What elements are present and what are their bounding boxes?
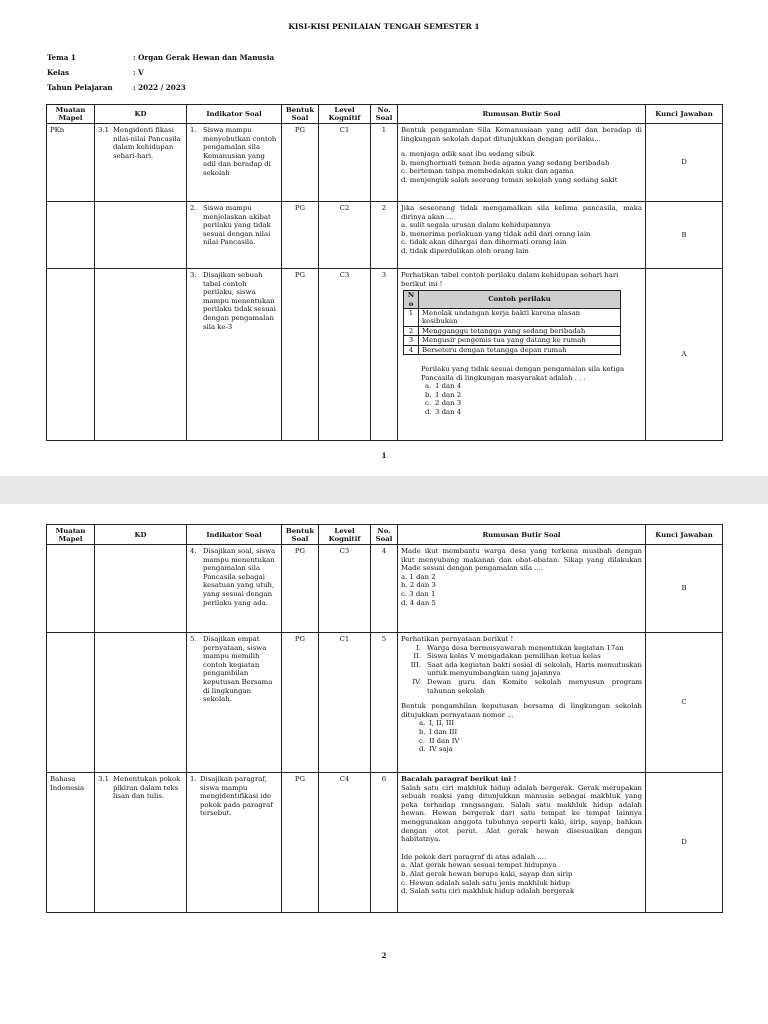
muatan-cell [47, 269, 95, 441]
option-text: IV saja [429, 745, 453, 754]
header-no: No. Soal [371, 525, 398, 545]
indikator-number: 2. [190, 204, 197, 212]
option: d. 4 dan 5 [401, 598, 436, 607]
rumusan-cell [398, 633, 646, 773]
page-2 [0, 505, 768, 1024]
kunci-cell: B [646, 545, 723, 633]
kunci-cell: B [646, 202, 723, 269]
inner-row [404, 336, 621, 345]
option: a. menjaga adik saat ibu sedang sibuk [401, 150, 535, 159]
question-stem: Bentuk pengamalan Sila Kemanusiaan yang adil dan beradap di lingkungan sekolah dapat ditunjukkan dengan perilaku... [401, 126, 642, 143]
rumusan-cell [398, 545, 646, 633]
document-meta [47, 50, 274, 95]
statement-number: II. [413, 652, 421, 661]
option [401, 399, 642, 408]
rumusan-cell [398, 124, 646, 202]
header-kunci: Kunci Jawaban [646, 525, 723, 545]
option-text: 1 dan 2 [435, 390, 462, 399]
indikator-cell [187, 124, 282, 202]
statement [401, 678, 642, 695]
no-cell: 1 [371, 124, 398, 202]
meta-key: Tema 1 [47, 53, 76, 62]
option [401, 391, 642, 400]
indikator-text: Siswa mampu menjelaskan akibat perilaku yang tidak sesuai dengan nilai nilai Pancasila. [203, 204, 271, 247]
indikator-cell [187, 202, 282, 269]
option [401, 728, 642, 737]
level-cell: C1 [319, 124, 371, 202]
option: c. Hewan adalah salah satu jenis makhluk hidup [401, 878, 570, 887]
header-indikator: Indikator Soal [187, 525, 282, 545]
document-title: KISI-KISI PENILAIAN TENGAH SEMESTER 1 [288, 22, 480, 31]
option [401, 382, 642, 391]
rumusan-cell [398, 773, 646, 913]
statement-text: Dewan guru dan Komite sekolah menyusun program tahunan sekolah [427, 677, 642, 695]
level-cell: C3 [319, 269, 371, 441]
option: b. Alat gerak hewan berupa kaki, sayap dan sirip [401, 869, 573, 878]
option: b. 2 dan 3 [401, 581, 436, 590]
level-cell: C4 [319, 773, 371, 913]
header-muatan: Muatan Mapel [47, 525, 95, 545]
statement [401, 644, 642, 653]
bentuk-cell: PG [282, 633, 319, 773]
no-cell: 4 [371, 545, 398, 633]
kunci-cell: D [646, 124, 723, 202]
header-bentuk: Bentuk Soal [282, 525, 319, 545]
muatan-cell [47, 545, 95, 633]
header-kd: KD [95, 105, 187, 124]
kisi-kisi-table-page-1 [46, 104, 723, 441]
no-cell: 2 [371, 202, 398, 269]
page-1 [0, 0, 768, 470]
kunci-cell: D [646, 773, 723, 913]
header-kd: KD [95, 525, 187, 545]
no-cell: 5 [371, 633, 398, 773]
inner-no: 3 [404, 336, 419, 345]
indikator-text: Disajikan paragraf, siswa mampu mengidentifikasi ide pokok pada paragraf tersebut. [200, 775, 273, 818]
rumusan-cell [398, 202, 646, 269]
indikator-number: 1. [190, 775, 197, 783]
table-header-row [47, 105, 723, 124]
inner-text: Menolak undangan kerja bakti karena alasan kesibukan [419, 309, 621, 327]
instruction-text: Bacalah paragraf berikut ini ! [401, 775, 517, 783]
indikator-text: Disajikan soal, siswa mampu menentukan pengamalan sila Pancasila sebagai kesatuan yang utuh, yang sesuai dengan perilaku yang ada. [203, 547, 276, 607]
header-no: No. Soal [371, 105, 398, 124]
option: d. tidak diperdulikan oleh orang lain [401, 246, 529, 255]
muatan-cell: Bahasa Indonesia [47, 773, 95, 913]
option: b. menerima perlakuan yang tidak adil dari orang lain [401, 229, 591, 238]
question-text: Bentuk pengambilan keputusan bersama di lingkungan sekolah ditujukkan pernyataan nomor ... [401, 702, 642, 719]
inner-text: Mengusir pengemis tua yang datang ke rumah [419, 336, 621, 345]
indikator-cell [187, 773, 282, 913]
indikator-number: 4. [190, 547, 197, 555]
option: c. 3 dan 1 [401, 589, 436, 598]
kd-cell [95, 633, 187, 773]
inner-no: 4 [404, 345, 419, 354]
option [401, 719, 642, 728]
option: a. 1 dan 2 [401, 572, 436, 581]
option-letter: c. [419, 736, 426, 745]
question-stem: Perhatikan tabel contoh perilaku dalam kehidupan sehari hari berikut ini ! [401, 271, 619, 288]
statement [401, 652, 642, 661]
muatan-cell [47, 202, 95, 269]
level-cell: C2 [319, 202, 371, 269]
bentuk-cell: PG [282, 773, 319, 913]
header-muatan: Muatan Mapel [47, 105, 95, 124]
table-row [47, 545, 723, 633]
option-letter: a. [425, 382, 432, 391]
option: d. menjenguk salah seorang teman sekolah yang sedang sakit [401, 175, 618, 184]
option [401, 745, 642, 754]
no-cell: 6 [371, 773, 398, 913]
option: a. sulit segala urusan dalam kehidupannya [401, 221, 551, 230]
table-row [47, 773, 723, 913]
indikator-cell [187, 633, 282, 773]
kunci-cell: A [646, 269, 723, 441]
indikator-number: 1. [190, 126, 197, 134]
kd-cell [95, 124, 187, 202]
question-stem: Made ikut membantu warga desa yang terkena musibah dengan ikut menyubang makanan dan obat-obatan. Sikap yang dilakukan Made sesuai dengan pengamalan sila .... [401, 547, 642, 573]
statement-number: III. [410, 660, 421, 669]
muatan-cell: PKn [47, 124, 95, 202]
page-number: 2 [381, 951, 387, 960]
meta-key: Kelas [47, 68, 70, 77]
kd-cell [95, 269, 187, 441]
header-indikator: Indikator Soal [187, 105, 282, 124]
inner-no: 1 [404, 309, 419, 327]
kd-cell [95, 202, 187, 269]
contoh-perilaku-table [403, 290, 621, 355]
option-text: II dan IV [429, 736, 460, 745]
rumusan-cell [398, 269, 646, 441]
question-text: Perilaku yang tidak sesuai dengan pengamalan sila ketiga Pancasila di lingkungan masyarakat adalah . . . [421, 365, 625, 382]
option-text: I, II, III [429, 719, 455, 728]
question-stem: Jika seseorang tidak mengamalkan sila kelima pancasila, maka dirinya akan ... [401, 204, 642, 221]
bentuk-cell: PG [282, 545, 319, 633]
header-level: Level Kognitif [319, 525, 371, 545]
option: a. Alat gerak hewan sesuai tempat hidupnya [401, 861, 557, 870]
meta-row-tema [47, 50, 274, 65]
header-bentuk: Bentuk Soal [282, 105, 319, 124]
inner-header-contoh: Contoh perilaku [419, 291, 621, 309]
statement-number: IV. [412, 677, 421, 686]
option-letter: b. [419, 727, 426, 736]
kd-number: 3.1 [98, 775, 109, 783]
kd-cell [95, 545, 187, 633]
inner-header-no: N o [404, 291, 419, 309]
kd-text: Menentukan pokok pikiran dalam teks lisan dan tulis. [113, 775, 181, 801]
indikator-text: Disajikan sebuah tabel contoh perilaku, siswa mampu menentukan perilaku tidak sesuai dengan pengamalan sila ke-3 [203, 271, 276, 331]
inner-text: Mengganggu tetangga yang sedang beribadah [419, 326, 621, 335]
page-number: 1 [381, 451, 387, 460]
statement-text: Warga desa bermusyawarah menentukan kegiatan 17an [427, 643, 624, 652]
indikator-number: 5. [190, 635, 197, 643]
meta-value: : V [133, 68, 144, 77]
inner-text: Berseteru dengan tetangga depan rumah [419, 345, 621, 354]
option: d. Salah satu ciri makhluk hidup adalah bergerak [401, 887, 575, 896]
page-separator [0, 476, 768, 504]
level-cell: C1 [319, 633, 371, 773]
inner-no: 2 [404, 326, 419, 335]
meta-value: : Organ Gerak Hewan dan Manusia [133, 53, 275, 62]
kd-text: Mengidenti fikasi nilai-nilai Pancasila dalam kehidupan sehari-hari. [113, 126, 181, 160]
kd-number: 3.1 [98, 126, 109, 134]
header-level: Level Kognitif [319, 105, 371, 124]
bentuk-cell: PG [282, 202, 319, 269]
indikator-cell [187, 269, 282, 441]
meta-key: Tahun Pelajaran [47, 83, 113, 92]
inner-row [404, 326, 621, 335]
option [401, 737, 642, 746]
bentuk-cell: PG [282, 269, 319, 441]
table-row [47, 269, 723, 441]
option-letter: d. [419, 745, 426, 754]
option-text: 1 dan 4 [435, 382, 462, 391]
kd-cell [95, 773, 187, 913]
meta-row-tahun [47, 80, 274, 95]
indikator-cell [187, 545, 282, 633]
kunci-cell: C [646, 633, 723, 773]
statement-number: I. [416, 643, 421, 652]
statement [401, 661, 642, 678]
indikator-text: Siswa mampu menyebutkan contoh pengamalan sila Kemanusian yang adil dan beradap di sekolah [203, 126, 277, 177]
option-letter: d. [425, 408, 432, 416]
option-letter: b. [425, 390, 432, 399]
table-row [47, 124, 723, 202]
muatan-cell [47, 633, 95, 773]
option: c. berteman tanpa membedakan suku dan agama [401, 167, 574, 176]
level-cell: C3 [319, 545, 371, 633]
option [401, 408, 642, 417]
meta-row-kelas [47, 65, 274, 80]
indikator-text: Disajikan empat pernyataan, siswa mampu memilih contoh kegiatan pengambilan keputusan Bersama di lingkungan sekolah. [203, 635, 273, 704]
option: b. menghormati teman beda agama yang sedang beribadah [401, 158, 610, 167]
option-text: 3 dan 4 [435, 408, 462, 416]
inner-row [404, 309, 621, 327]
indikator-number: 3. [190, 271, 197, 279]
statement-text: Saat ada kegiatan bakti sosial di sekolah, Haris memutuskan untuk menyumbangkan uang jajannya [427, 660, 642, 678]
header-rumusan: Rumusan Butir Soal [398, 105, 646, 124]
table-header-row [47, 525, 723, 545]
question-text: Ide pokok dari paragraf di atas adalah .... [401, 852, 547, 861]
option-letter: a. [419, 719, 426, 728]
option-letter: c. [425, 399, 432, 408]
table-row [47, 202, 723, 269]
option-text: 2 dan 3 [435, 399, 462, 408]
meta-value: : 2022 / 2023 [133, 83, 186, 92]
header-kunci: Kunci Jawaban [646, 105, 723, 124]
kisi-kisi-table-page-2 [46, 524, 723, 913]
header-rumusan: Rumusan Butir Soal [398, 525, 646, 545]
bentuk-cell: PG [282, 124, 319, 202]
option: c. tidak akan dihargai dan dihormati orang lain [401, 238, 567, 247]
inner-row [404, 345, 621, 354]
table-row [47, 633, 723, 773]
question-stem: Perhatikan pernyataan berikut ! [401, 635, 514, 643]
no-cell: 3 [371, 269, 398, 441]
inner-header-row [404, 291, 621, 309]
option-text: I dan III [429, 727, 458, 736]
reading-paragraph: Salah satu ciri makhluk hidup adalah bergerak. Gerak merupakan sebuah reaksi yang ditunjukkan manusia sebagai makhluk yang peka terhadap rangsangan. Salah satu makhluk hidup adalah hewan. Hewan bergerak dari satu tempat ke tempat lainnya menggunakan anggota tubuhnya seperti kaki, sirip, sayap, bahkan dengan otot perut. Alat gerak hewan disesuaikan dengan habitatnya. [401, 783, 642, 844]
statement-text: Siswa kelas V mengadakan pemilihan ketua kelas [427, 652, 601, 661]
